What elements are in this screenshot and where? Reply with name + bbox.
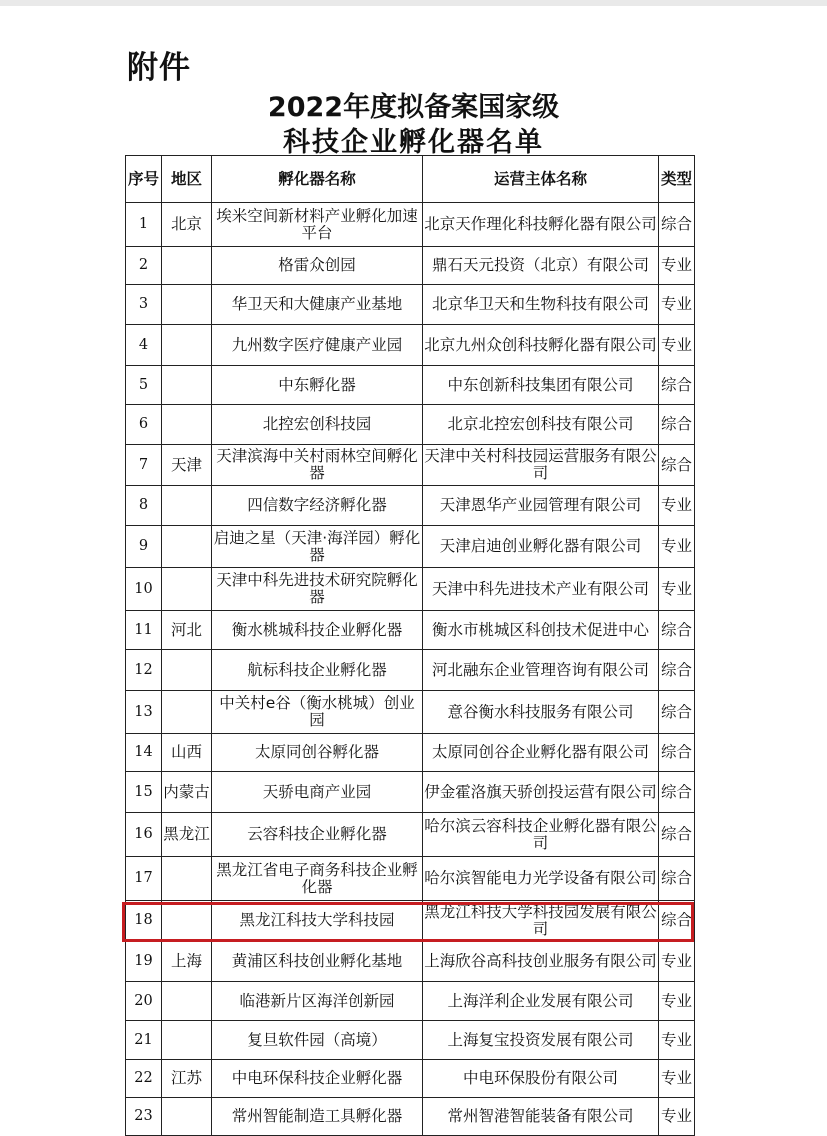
col-header-no: 序号 — [126, 156, 162, 203]
row-operator-name: 伊金霍洛旗天骄创投运营有限公司 — [423, 772, 659, 813]
row-operator-name: 哈尔滨智能电力光学设备有限公司 — [423, 857, 659, 901]
table-row — [126, 325, 695, 366]
row-operator-name: 上海复宝投资发展有限公司 — [423, 1021, 659, 1060]
col-header-incubator: 孵化器名称 — [212, 156, 423, 203]
row-region — [162, 366, 212, 405]
row-number: 2 — [126, 247, 162, 285]
row-type: 专业 — [659, 285, 695, 325]
table-row — [126, 691, 695, 734]
row-type: 综合 — [659, 611, 695, 650]
row-incubator-name: 黑龙江科技大学科技园 — [212, 901, 423, 941]
row-region — [162, 405, 212, 445]
table-row — [126, 247, 695, 285]
row-operator-name: 北京九州众创科技孵化器有限公司 — [423, 325, 659, 366]
row-region: 北京 — [162, 203, 212, 247]
row-operator-name: 衡水市桃城区科创技术促进中心 — [423, 611, 659, 650]
row-operator-name: 哈尔滨云容科技企业孵化器有限公司 — [423, 813, 659, 857]
row-number: 1 — [126, 203, 162, 247]
row-region — [162, 901, 212, 941]
row-type: 专业 — [659, 982, 695, 1021]
row-operator-name: 意谷衡水科技服务有限公司 — [423, 691, 659, 734]
row-number: 22 — [126, 1060, 162, 1098]
row-incubator-name: 黄浦区科技创业孵化基地 — [212, 941, 423, 982]
row-region — [162, 325, 212, 366]
row-incubator-name: 格雷众创园 — [212, 247, 423, 285]
row-number: 18 — [126, 901, 162, 941]
row-incubator-name: 天津中科先进技术研究院孵化器 — [212, 568, 423, 611]
row-region — [162, 1098, 212, 1136]
row-incubator-name: 华卫天和大健康产业基地 — [212, 285, 423, 325]
row-incubator-name: 九州数字医疗健康产业园 — [212, 325, 423, 366]
row-incubator-name: 临港新片区海洋创新园 — [212, 982, 423, 1021]
row-number: 10 — [126, 568, 162, 611]
row-type: 专业 — [659, 486, 695, 526]
row-number: 8 — [126, 486, 162, 526]
row-number: 14 — [126, 734, 162, 772]
row-operator-name: 天津恩华产业园管理有限公司 — [423, 486, 659, 526]
row-type: 专业 — [659, 526, 695, 568]
row-operator-name: 北京北控宏创科技有限公司 — [423, 405, 659, 445]
page-title-line2: 科技企业孵化器名单 — [283, 127, 544, 158]
row-incubator-name: 常州智能制造工具孵化器 — [212, 1098, 423, 1136]
row-incubator-name: 云容科技企业孵化器 — [212, 813, 423, 857]
row-incubator-name: 天骄电商产业园 — [212, 772, 423, 813]
row-incubator-name: 天津滨海中关村雨林空间孵化器 — [212, 445, 423, 486]
col-header-type: 类型 — [659, 156, 695, 203]
col-header-operator: 运营主体名称 — [423, 156, 659, 203]
row-type: 综合 — [659, 813, 695, 857]
table-row — [126, 650, 695, 691]
row-operator-name: 天津中科先进技术产业有限公司 — [423, 568, 659, 611]
row-incubator-name: 复旦软件园（高境） — [212, 1021, 423, 1060]
row-operator-name: 天津中关村科技园运营服务有限公司 — [423, 445, 659, 486]
row-type: 综合 — [659, 857, 695, 901]
row-number: 3 — [126, 285, 162, 325]
row-incubator-name: 启迪之星（天津·海洋园）孵化器 — [212, 526, 423, 568]
table-row — [126, 941, 695, 982]
row-type: 综合 — [659, 366, 695, 405]
row-region: 江苏 — [162, 1060, 212, 1098]
row-number: 9 — [126, 526, 162, 568]
row-number: 21 — [126, 1021, 162, 1060]
row-type: 综合 — [659, 405, 695, 445]
top-bar — [0, 0, 827, 6]
row-type: 综合 — [659, 772, 695, 813]
row-operator-name: 上海欣谷高科技创业服务有限公司 — [423, 941, 659, 982]
row-region — [162, 1021, 212, 1060]
table-row — [126, 813, 695, 857]
row-incubator-name: 航标科技企业孵化器 — [212, 650, 423, 691]
table-row — [126, 445, 695, 486]
row-type: 专业 — [659, 941, 695, 982]
row-region: 黑龙江 — [162, 813, 212, 857]
row-region — [162, 691, 212, 734]
incubator-table — [125, 155, 695, 1136]
row-operator-name: 太原同创谷企业孵化器有限公司 — [423, 734, 659, 772]
row-region: 河北 — [162, 611, 212, 650]
row-region: 山西 — [162, 734, 212, 772]
row-number: 13 — [126, 691, 162, 734]
row-incubator-name: 黑龙江省电子商务科技企业孵化器 — [212, 857, 423, 901]
row-incubator-name: 北控宏创科技园 — [212, 405, 423, 445]
row-region — [162, 982, 212, 1021]
row-type: 综合 — [659, 445, 695, 486]
table-row — [126, 734, 695, 772]
row-incubator-name: 埃米空间新材料产业孵化加速平台 — [212, 203, 423, 247]
row-number: 4 — [126, 325, 162, 366]
row-type: 专业 — [659, 1098, 695, 1136]
col-header-region: 地区 — [162, 156, 212, 203]
row-number: 12 — [126, 650, 162, 691]
row-region: 天津 — [162, 445, 212, 486]
row-incubator-name: 四信数字经济孵化器 — [212, 486, 423, 526]
row-operator-name: 常州智港智能装备有限公司 — [423, 1098, 659, 1136]
row-type: 专业 — [659, 1060, 695, 1098]
table-row — [126, 1021, 695, 1060]
table-row — [126, 982, 695, 1021]
table-row — [126, 486, 695, 526]
row-number: 15 — [126, 772, 162, 813]
row-number: 19 — [126, 941, 162, 982]
table-row — [126, 405, 695, 445]
row-region — [162, 857, 212, 901]
row-region — [162, 247, 212, 285]
table-row — [126, 366, 695, 405]
row-operator-name: 上海洋利企业发展有限公司 — [423, 982, 659, 1021]
row-type: 专业 — [659, 247, 695, 285]
table-row — [126, 285, 695, 325]
row-operator-name: 鼎石天元投资（北京）有限公司 — [423, 247, 659, 285]
row-operator-name: 北京华卫天和生物科技有限公司 — [423, 285, 659, 325]
row-region: 内蒙古 — [162, 772, 212, 813]
row-type: 专业 — [659, 568, 695, 611]
row-number: 23 — [126, 1098, 162, 1136]
table-row — [126, 526, 695, 568]
row-region — [162, 486, 212, 526]
row-operator-name: 河北融东企业管理咨询有限公司 — [423, 650, 659, 691]
row-type: 综合 — [659, 203, 695, 247]
row-incubator-name: 中关村e谷（衡水桃城）创业园 — [212, 691, 423, 734]
row-number: 7 — [126, 445, 162, 486]
attachment-label: 附件 — [127, 50, 191, 86]
row-operator-name: 北京天作理化科技孵化器有限公司 — [423, 203, 659, 247]
table-row — [126, 901, 695, 941]
row-number: 5 — [126, 366, 162, 405]
table-row — [126, 1098, 695, 1136]
row-incubator-name: 中东孵化器 — [212, 366, 423, 405]
table-row — [126, 857, 695, 901]
row-operator-name: 黑龙江科技大学科技园发展有限公司 — [423, 901, 659, 941]
table-body — [126, 203, 695, 1136]
row-region — [162, 285, 212, 325]
row-region — [162, 568, 212, 611]
row-region: 上海 — [162, 941, 212, 982]
row-incubator-name: 衡水桃城科技企业孵化器 — [212, 611, 423, 650]
row-incubator-name: 太原同创谷孵化器 — [212, 734, 423, 772]
table-row — [126, 611, 695, 650]
row-number: 20 — [126, 982, 162, 1021]
row-region — [162, 526, 212, 568]
row-type: 综合 — [659, 901, 695, 941]
row-type: 综合 — [659, 650, 695, 691]
row-type: 专业 — [659, 325, 695, 366]
row-number: 11 — [126, 611, 162, 650]
row-number: 6 — [126, 405, 162, 445]
table-row — [126, 1060, 695, 1098]
row-incubator-name: 中电环保科技企业孵化器 — [212, 1060, 423, 1098]
row-operator-name: 中电环保股份有限公司 — [423, 1060, 659, 1098]
table-row — [126, 772, 695, 813]
page-title-line1: 2022年度拟备案国家级 — [267, 92, 560, 123]
row-type: 专业 — [659, 1021, 695, 1060]
row-region — [162, 650, 212, 691]
row-operator-name: 天津启迪创业孵化器有限公司 — [423, 526, 659, 568]
table-row — [126, 568, 695, 611]
row-number: 17 — [126, 857, 162, 901]
table-row — [126, 203, 695, 247]
row-type: 综合 — [659, 734, 695, 772]
table-header-row — [126, 156, 695, 203]
row-number: 16 — [126, 813, 162, 857]
row-type: 综合 — [659, 691, 695, 734]
row-operator-name: 中东创新科技集团有限公司 — [423, 366, 659, 405]
